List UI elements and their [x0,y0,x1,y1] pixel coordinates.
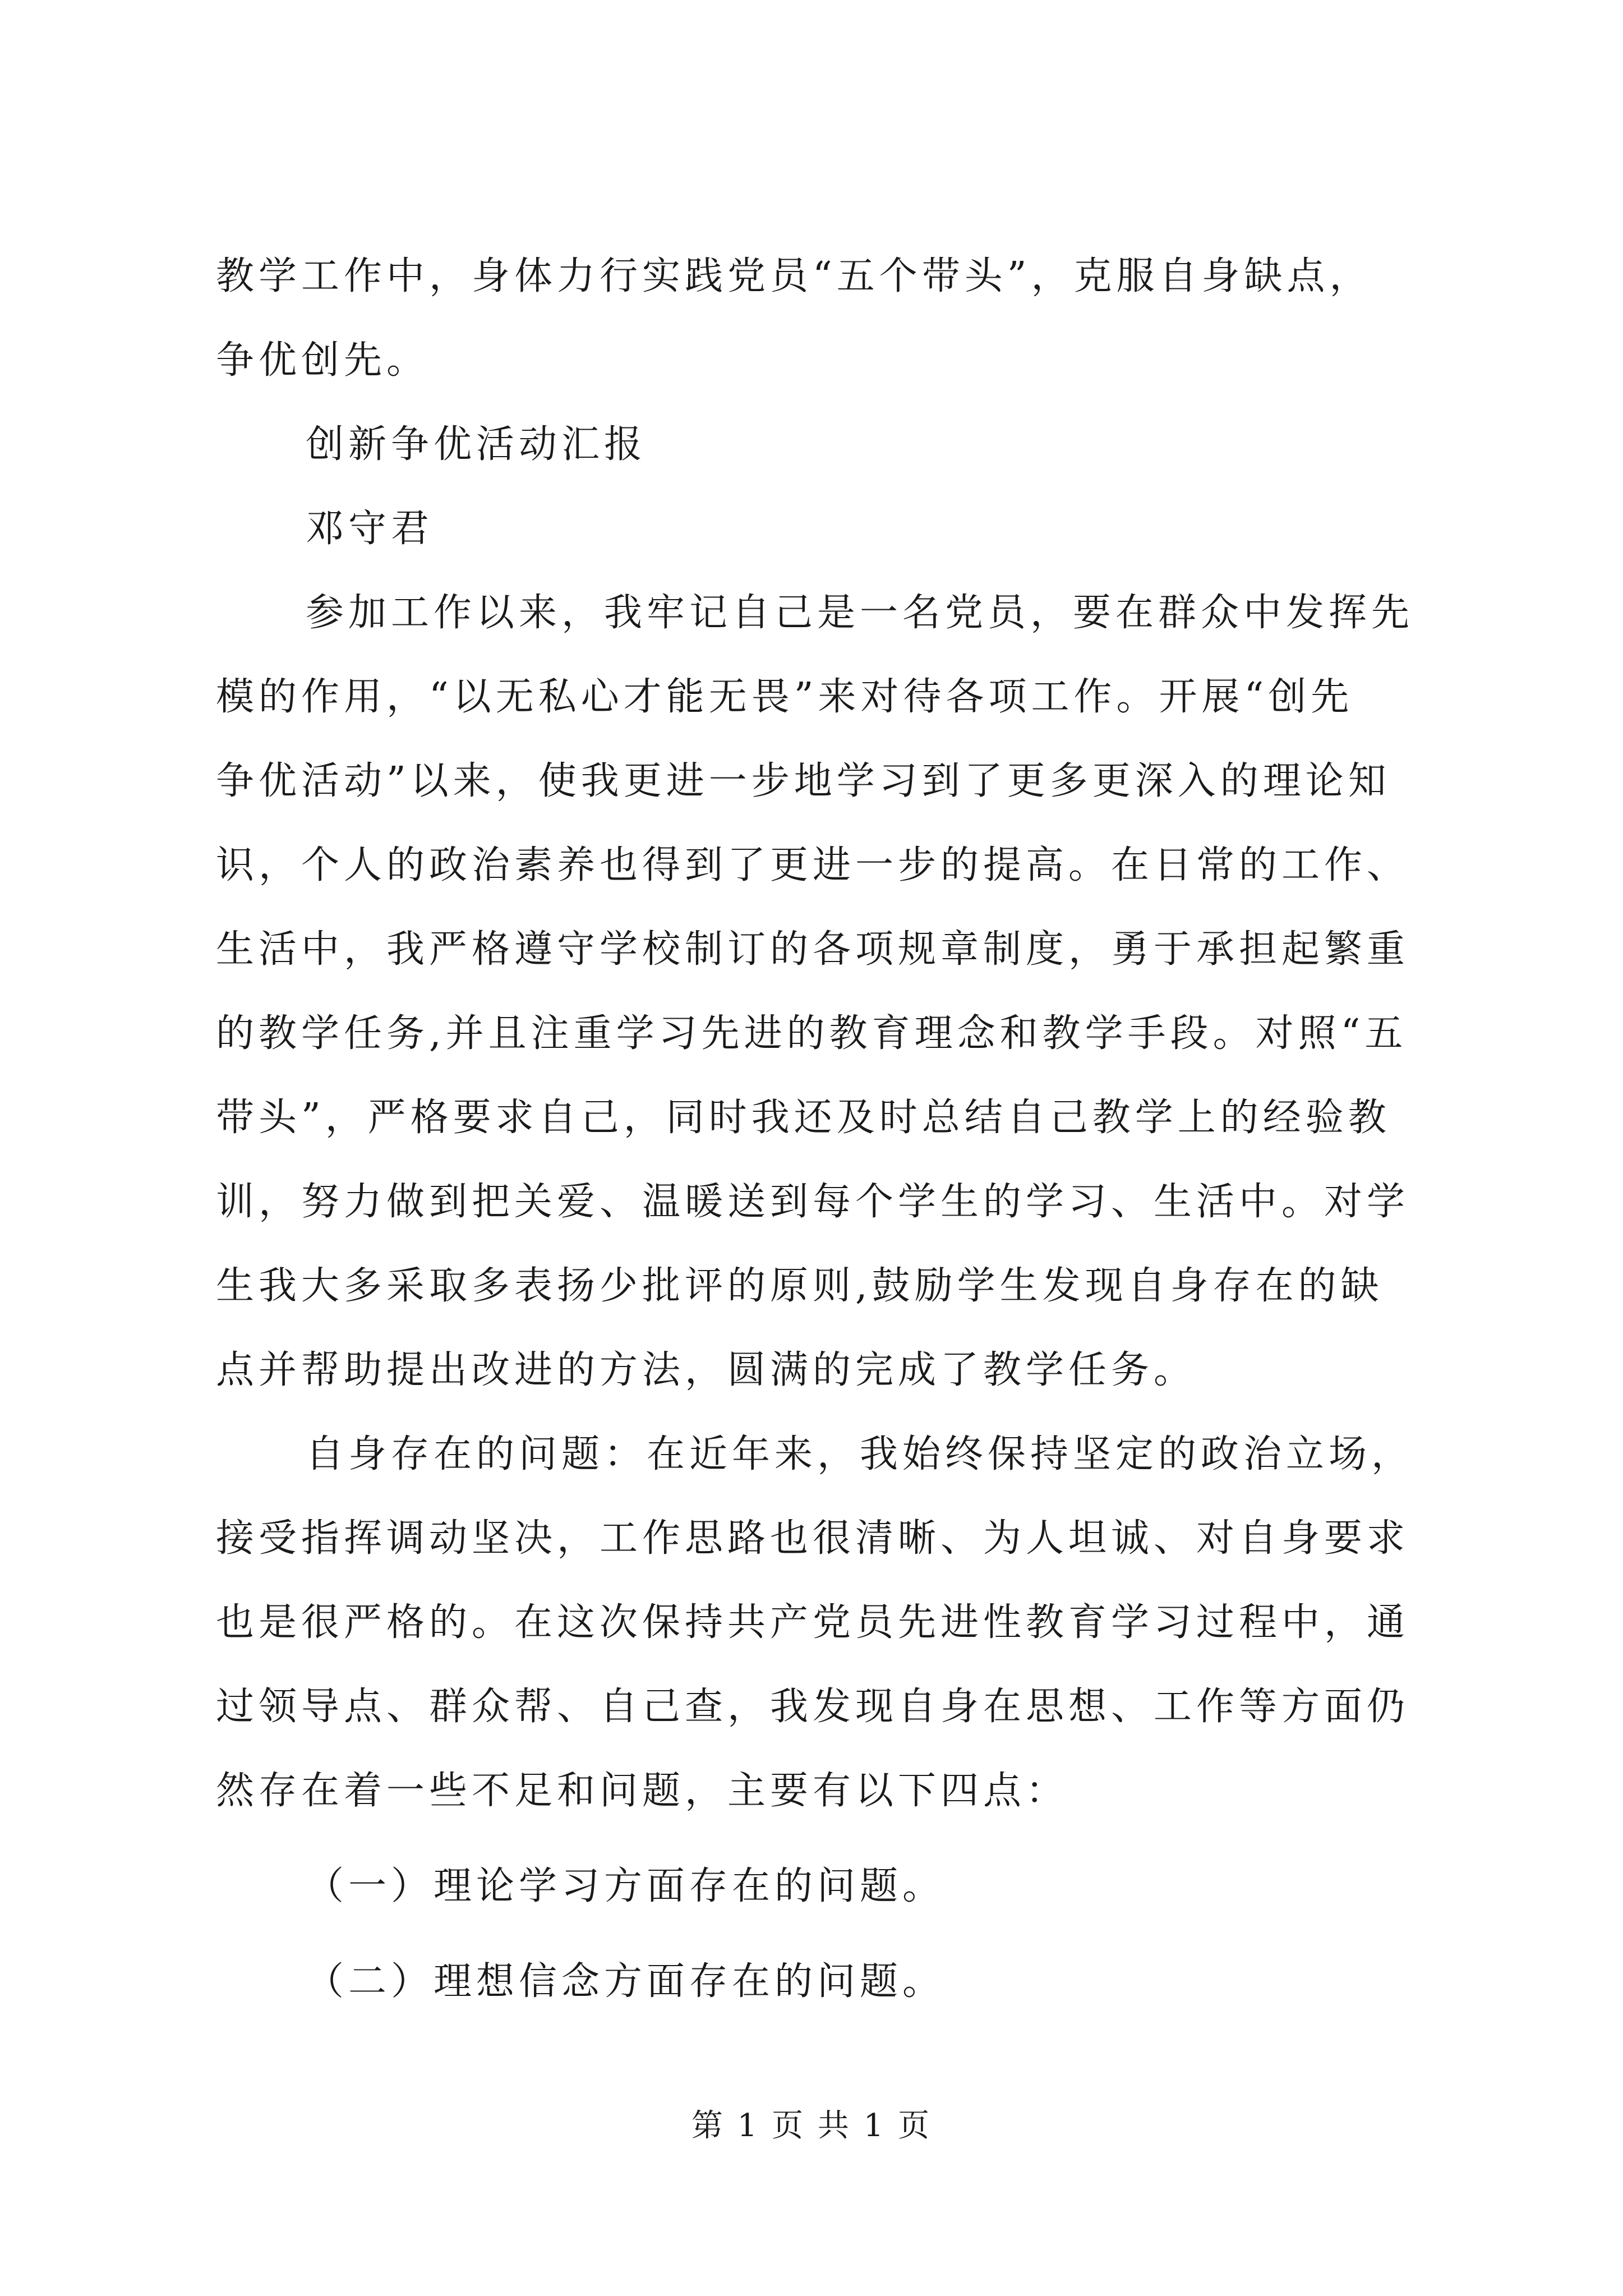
body-line: 模的作用，“以无私心才能无畏”来对待各项工作。开展“创先 [216,675,1354,719]
body-line: 生活中，我严格遵守学校制订的各项规章制度，勇于承担起繁重 [216,927,1410,972]
list-item: （二）理想信念方面存在的问题。 [306,1959,946,2004]
body-line: 识，个人的政治素养也得到了更进一步的提高。在日常的工作、 [216,843,1410,887]
page-number-footer: 第 1 页 共 1 页 [691,2108,932,2144]
body-line: 教学工作中，身体力行实践党员“五个带头”，克服自身缺点， [216,254,1372,298]
body-line: 也是很严格的。在这次保持共产党员先进性教育学习过程中，通 [216,1600,1410,1645]
body-line: 带头”，严格要求自己，同时我还及时总结自己教学上的经验教 [216,1096,1391,1140]
section-title: 创新争优活动汇报 [306,422,647,467]
body-line: 过领导点、群众帮、自己查，我发现自身在思想、工作等方面仍 [216,1685,1410,1729]
body-line: 接受指挥调动坚决，工作思路也很清晰、为人坦诚、对自身要求 [216,1516,1410,1561]
author-name: 邓守君 [306,507,434,551]
body-line: 训，努力做到把关爱、温暖送到每个学生的学习、生活中。对学 [216,1180,1410,1224]
list-item: （一）理论学习方面存在的问题。 [306,1864,946,1908]
body-line: 参加工作以来，我牢记自己是一名党员，要在群众中发挥先 [306,591,1414,635]
body-line: 自身存在的问题：在近年来，我始终保持坚定的政治立场， [306,1432,1414,1476]
body-line: 的教学任务,并且注重学习先进的教育理念和教学手段。对照“五 [216,1011,1408,1056]
body-line: 生我大多采取多表扬少批评的原则,鼓励学生发现自身存在的缺 [216,1264,1384,1308]
body-line: 然存在着一些不足和问题，主要有以下四点： [216,1769,1069,1813]
body-line: 争优活动”以来，使我更进一步地学习到了更多更深入的理论知 [216,759,1391,803]
body-line: 争优创先。 [216,338,430,383]
body-line: 点并帮助提出改进的方法，圆满的完成了教学任务。 [216,1348,1197,1392]
